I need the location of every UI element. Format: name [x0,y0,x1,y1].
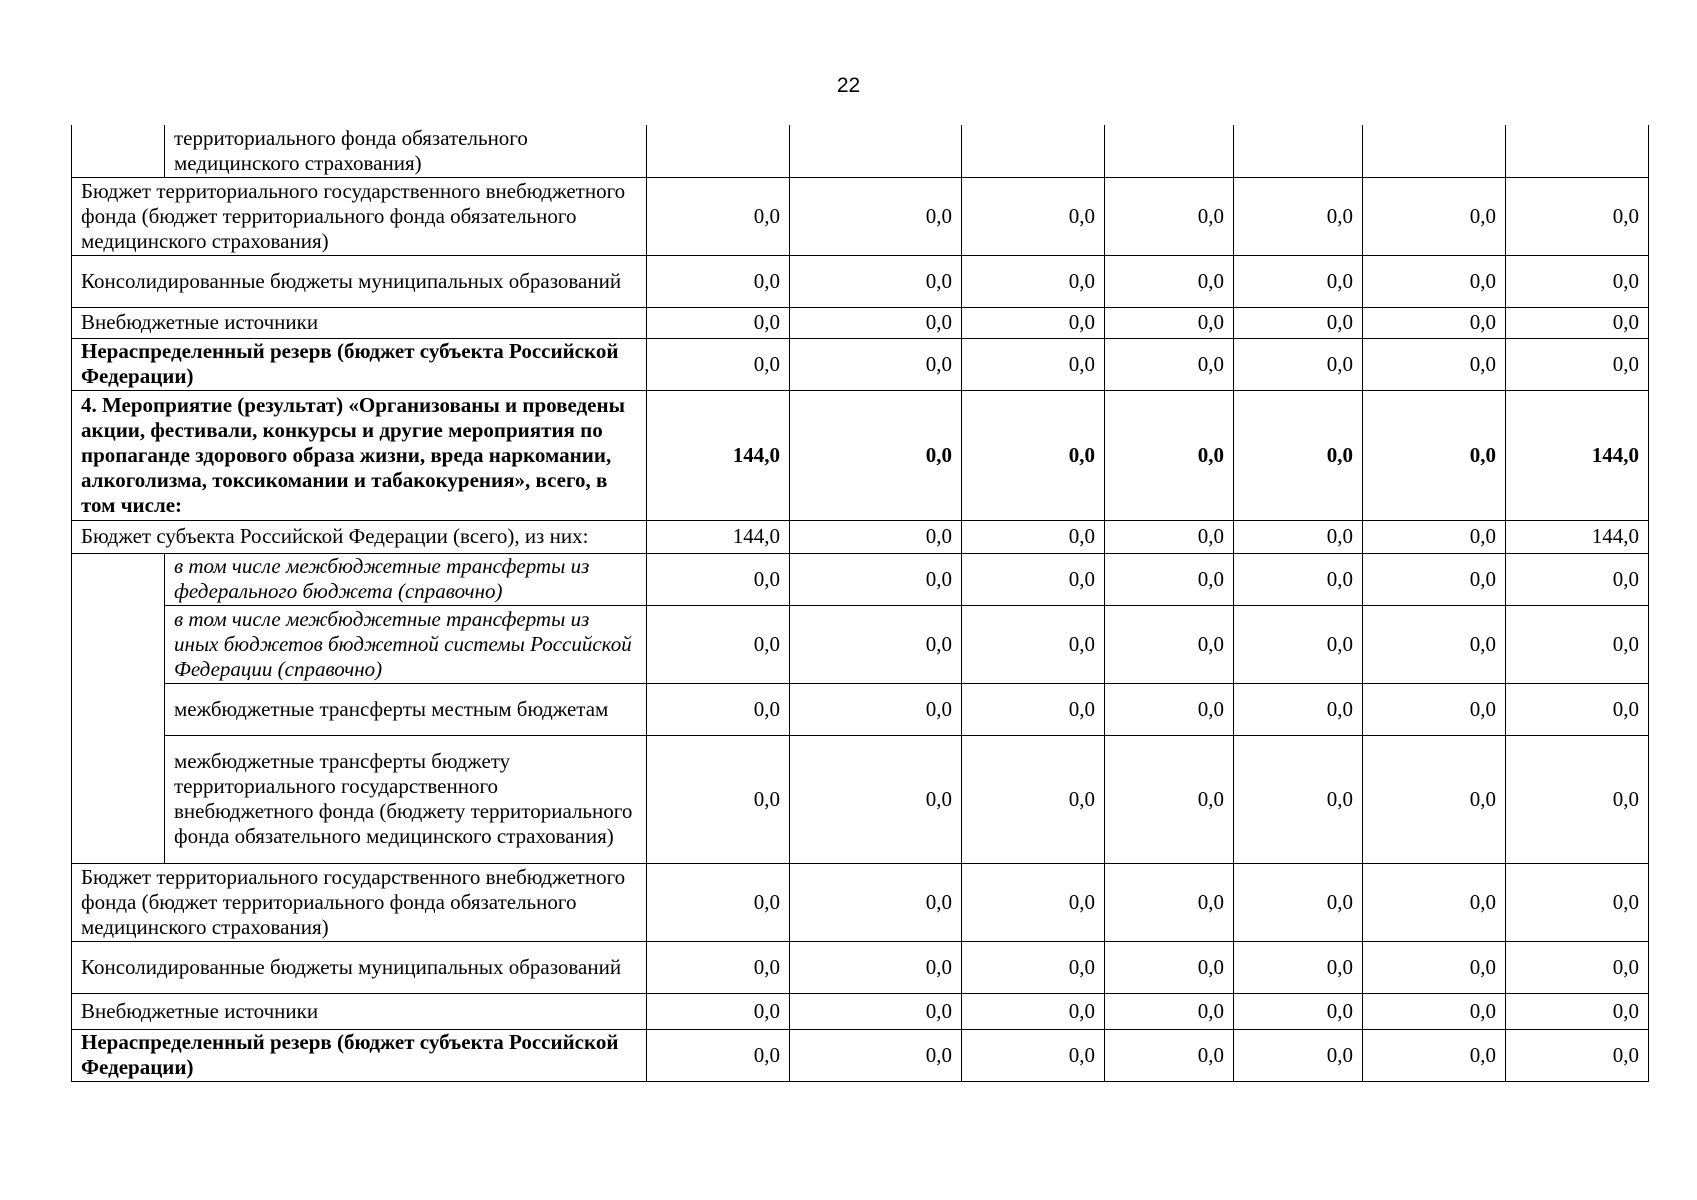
row-label: Нераспределенный резерв (бюджет субъекта Российской Федерации) [72,1029,647,1081]
table-row [72,993,1649,1029]
value-cell: 0,0 [1506,683,1649,735]
value-cell: 0,0 [1234,993,1363,1029]
table-row [72,307,1649,338]
value-cell: 0,0 [1234,1029,1363,1081]
value-cell: 0,0 [962,1029,1105,1081]
value-cell: 144,0 [1506,520,1649,553]
value-cell: 0,0 [1105,941,1234,993]
value-cell: 0,0 [790,520,962,553]
value-cell: 0,0 [647,683,790,735]
value-cell: 0,0 [1363,553,1506,605]
table-row [72,338,1649,390]
table-row [72,605,1649,683]
value-cell: 0,0 [1234,605,1363,683]
row-label: Внебюджетные источники [72,993,647,1029]
value-cell [1105,125,1234,177]
row-label: Бюджет территориального государственного внебюджетного фонда (бюджет территориального фонда обязательного медицинского страхования) [72,863,647,941]
value-cell: 0,0 [1234,177,1363,255]
table-row [72,683,1649,735]
value-cell [647,125,790,177]
value-cell: 0,0 [1105,338,1234,390]
value-cell: 0,0 [1506,307,1649,338]
value-cell: 0,0 [647,255,790,307]
value-cell: 0,0 [1234,553,1363,605]
value-cell: 0,0 [647,863,790,941]
value-cell [962,125,1105,177]
value-cell: 0,0 [1234,390,1363,520]
value-cell: 0,0 [1105,863,1234,941]
value-cell: 0,0 [790,553,962,605]
value-cell: 0,0 [647,735,790,863]
value-cell: 0,0 [790,605,962,683]
value-cell: 0,0 [962,390,1105,520]
value-cell: 0,0 [962,605,1105,683]
indent-cell [72,125,165,177]
value-cell: 0,0 [962,941,1105,993]
value-cell [1363,125,1506,177]
value-cell: 0,0 [962,255,1105,307]
value-cell: 0,0 [647,307,790,338]
row-label: межбюджетные трансферты бюджету территориального государственного внебюджетного фонда (бюджету территориального фонда обязательного медицинского страхования) [165,735,647,863]
value-cell: 0,0 [1363,390,1506,520]
row-label: Внебюджетные источники [72,307,647,338]
value-cell: 0,0 [1506,177,1649,255]
value-cell: 0,0 [647,177,790,255]
value-cell: 0,0 [1234,735,1363,863]
value-cell: 0,0 [1105,683,1234,735]
value-cell: 144,0 [1506,390,1649,520]
budget-table [71,125,1649,1082]
value-cell: 0,0 [1234,307,1363,338]
value-cell: 0,0 [962,338,1105,390]
value-cell [1506,125,1649,177]
value-cell: 0,0 [1506,863,1649,941]
value-cell: 0,0 [790,307,962,338]
value-cell: 0,0 [790,735,962,863]
value-cell: 0,0 [962,683,1105,735]
value-cell: 0,0 [1506,338,1649,390]
value-cell: 0,0 [1234,941,1363,993]
value-cell: 0,0 [1105,993,1234,1029]
table-row [72,390,1649,520]
row-label: в том числе межбюджетные трансферты из иных бюджетов бюджетной системы Российской Федерации (справочно) [165,605,647,683]
value-cell: 0,0 [1363,307,1506,338]
value-cell: 0,0 [1363,993,1506,1029]
value-cell: 0,0 [790,993,962,1029]
value-cell: 0,0 [647,941,790,993]
value-cell: 0,0 [1363,1029,1506,1081]
table-row [72,863,1649,941]
value-cell: 0,0 [790,1029,962,1081]
value-cell: 0,0 [1363,338,1506,390]
value-cell: 0,0 [1234,683,1363,735]
value-cell: 0,0 [1506,993,1649,1029]
value-cell: 0,0 [962,177,1105,255]
value-cell: 0,0 [1105,553,1234,605]
value-cell: 0,0 [790,255,962,307]
value-cell: 0,0 [1506,255,1649,307]
value-cell: 0,0 [962,993,1105,1029]
value-cell: 0,0 [962,307,1105,338]
table-row [72,520,1649,553]
table-row [72,735,1649,863]
value-cell: 0,0 [1363,605,1506,683]
value-cell: 0,0 [647,1029,790,1081]
value-cell: 0,0 [1506,605,1649,683]
row-label: территориального фонда обязательного медицинского страхования) [165,125,647,177]
table-row [72,177,1649,255]
value-cell: 0,0 [1234,255,1363,307]
row-label: в том числе межбюджетные трансферты из федерального бюджета (справочно) [165,553,647,605]
table-row [72,255,1649,307]
value-cell: 0,0 [1105,1029,1234,1081]
value-cell: 0,0 [1234,863,1363,941]
value-cell [1234,125,1363,177]
value-cell: 0,0 [790,683,962,735]
value-cell: 0,0 [790,177,962,255]
row-label: Нераспределенный резерв (бюджет субъекта Российской Федерации) [72,338,647,390]
value-cell: 0,0 [1234,338,1363,390]
value-cell: 0,0 [1363,863,1506,941]
value-cell: 0,0 [790,390,962,520]
value-cell: 0,0 [647,338,790,390]
value-cell: 0,0 [1506,553,1649,605]
table-row [72,125,1649,177]
value-cell: 0,0 [962,553,1105,605]
value-cell: 144,0 [647,390,790,520]
value-cell [790,125,962,177]
indent-cell [72,553,165,863]
value-cell: 0,0 [962,520,1105,553]
value-cell: 0,0 [790,863,962,941]
value-cell: 0,0 [1363,735,1506,863]
value-cell: 0,0 [1506,941,1649,993]
value-cell: 0,0 [1234,520,1363,553]
value-cell: 0,0 [962,735,1105,863]
value-cell: 0,0 [790,941,962,993]
value-cell: 0,0 [1363,941,1506,993]
value-cell: 0,0 [962,863,1105,941]
value-cell: 0,0 [647,605,790,683]
row-label: межбюджетные трансферты местным бюджетам [165,683,647,735]
row-label: 4. Мероприятие (результат) «Организованы и проведены акции, фестивали, конкурсы и другие мероприятия по пропаганде здорового образа жизни, вреда наркомании, алкоголизма, токсикомании и табакокурения», всего, в том числе: [72,390,647,520]
page-number: 22 [836,74,861,97]
value-cell: 0,0 [1363,683,1506,735]
value-cell: 0,0 [1506,735,1649,863]
value-cell: 0,0 [1363,520,1506,553]
value-cell: 0,0 [647,993,790,1029]
row-label: Консолидированные бюджеты муниципальных образований [72,941,647,993]
table-row [72,1029,1649,1081]
value-cell: 0,0 [1105,520,1234,553]
value-cell: 0,0 [1506,1029,1649,1081]
value-cell: 0,0 [1363,177,1506,255]
value-cell: 0,0 [1105,605,1234,683]
value-cell: 144,0 [647,520,790,553]
value-cell: 0,0 [1105,735,1234,863]
value-cell: 0,0 [647,553,790,605]
value-cell: 0,0 [1105,307,1234,338]
value-cell: 0,0 [1105,177,1234,255]
row-label: Бюджет субъекта Российской Федерации (всего), из них: [72,520,647,553]
row-label: Консолидированные бюджеты муниципальных образований [72,255,647,307]
value-cell: 0,0 [790,338,962,390]
value-cell: 0,0 [1105,390,1234,520]
row-label: Бюджет территориального государственного внебюджетного фонда (бюджет территориального фонда обязательного медицинского страхования) [72,177,647,255]
value-cell: 0,0 [1105,255,1234,307]
table-row [72,553,1649,605]
table-row [72,941,1649,993]
value-cell: 0,0 [1363,255,1506,307]
